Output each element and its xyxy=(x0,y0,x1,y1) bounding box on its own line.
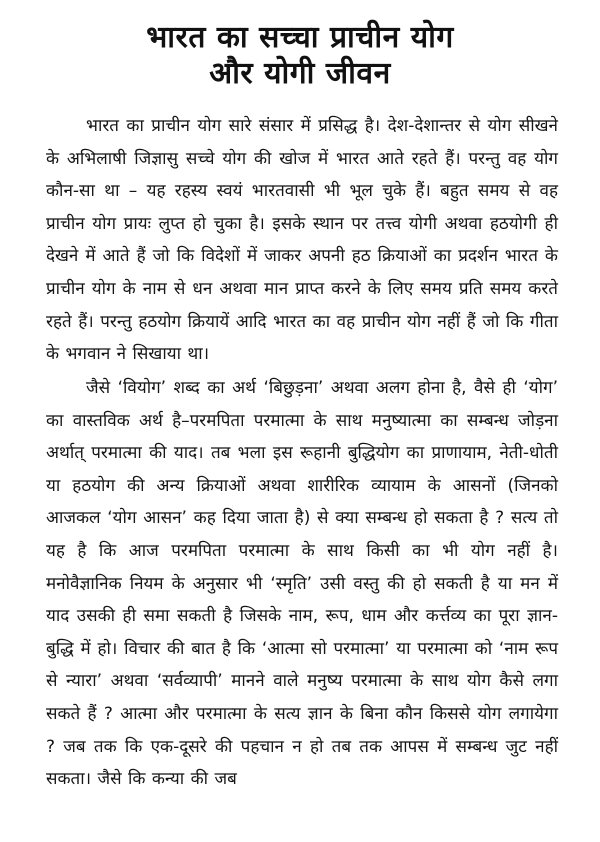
paragraph-2: जैसे ‘वियोग’ शब्द का अर्थ ‘बिछुड़ना’ अथवा अलग होना है, वैसे ही ‘योग’ का वास्तविक अर्थ है–परमपिता परमात्मा के साथ मनुष्यात्मा का सम्बन्ध जोड़ना अर्थात् परमात्मा की याद। तब भला इस रूहानी बुद्धियोग का प्राणायाम, नेती-धोती या हठयोग की अन्य क्रियाओं अथवा शारीरिक व्यायाम के आसनों (जिनको आजकल ‘योग आसन’ कह दिया जाता है) से क्या सम्बन्ध हो सकता है ? सत्य तो यह है कि आज परमपिता परमात्मा के साथ किसी का भी योग नहीं है। मनोवैज्ञानिक नियम के अनुसार भी ‘स्मृति’ उसी वस्तु की हो सकती है या मन में याद उसकी ही समा सकती है जिसके नाम, रूप, धाम और कर्त्तव्य का पूरा ज्ञान-बुद्धि में हो। विचार की बात है कि ‘आत्मा सो परमात्मा’ या परमात्मा को ‘नाम रूप से न्यारा’ अथवा ‘सर्वव्यापी’ मानने वाले मनुष्य परमात्मा के साथ योग कैसे लगा सकते हैं ? आत्मा और परमात्मा के सत्य ज्ञान के बिना कौन किससे योग लगायेगा ? जब तक कि एक-दूसरे की पहचान न हो तब तक आपस में सम्बन्ध जुट नहीं सकता। जैसे कि कन्या की जब xyxy=(46,378,558,790)
page-title-line-1: भारत का सच्चा प्राचीन योग xyxy=(146,20,454,55)
paragraph-1: भारत का प्राचीन योग सारे संसार में प्रसिद्ध है। देश-देशान्तर से योग सीखने के अभिलाषी जिज्ञासु सच्चे योग की खोज में भारत आते रहते हैं। परन्तु वह योग कौन-सा था – यह रहस्य स्वयं भारतवासी भी भूल चुके हैं। बहुत समय से वह प्राचीन योग प्रायः लुप्त हो चुका है। इसके स्थान पर तत्त्व योगी अथवा हठयोगी ही देखने में आते हैं जो कि विदेशों में जाकर अपनी हठ क्रियाओं का प्रदर्शन भारत के प्राचीन योग के नाम से धन अथवा मान प्राप्त करने के लिए समय प्रति समय करते रहते हैं। परन्तु हठयोग क्रियायें आदि भारत का वह प्राचीन योग नहीं हैं जो कि गीता के भगवान ने सिखाया था। xyxy=(46,116,558,365)
page-title-line-2: और योगी जीवन xyxy=(209,56,391,91)
